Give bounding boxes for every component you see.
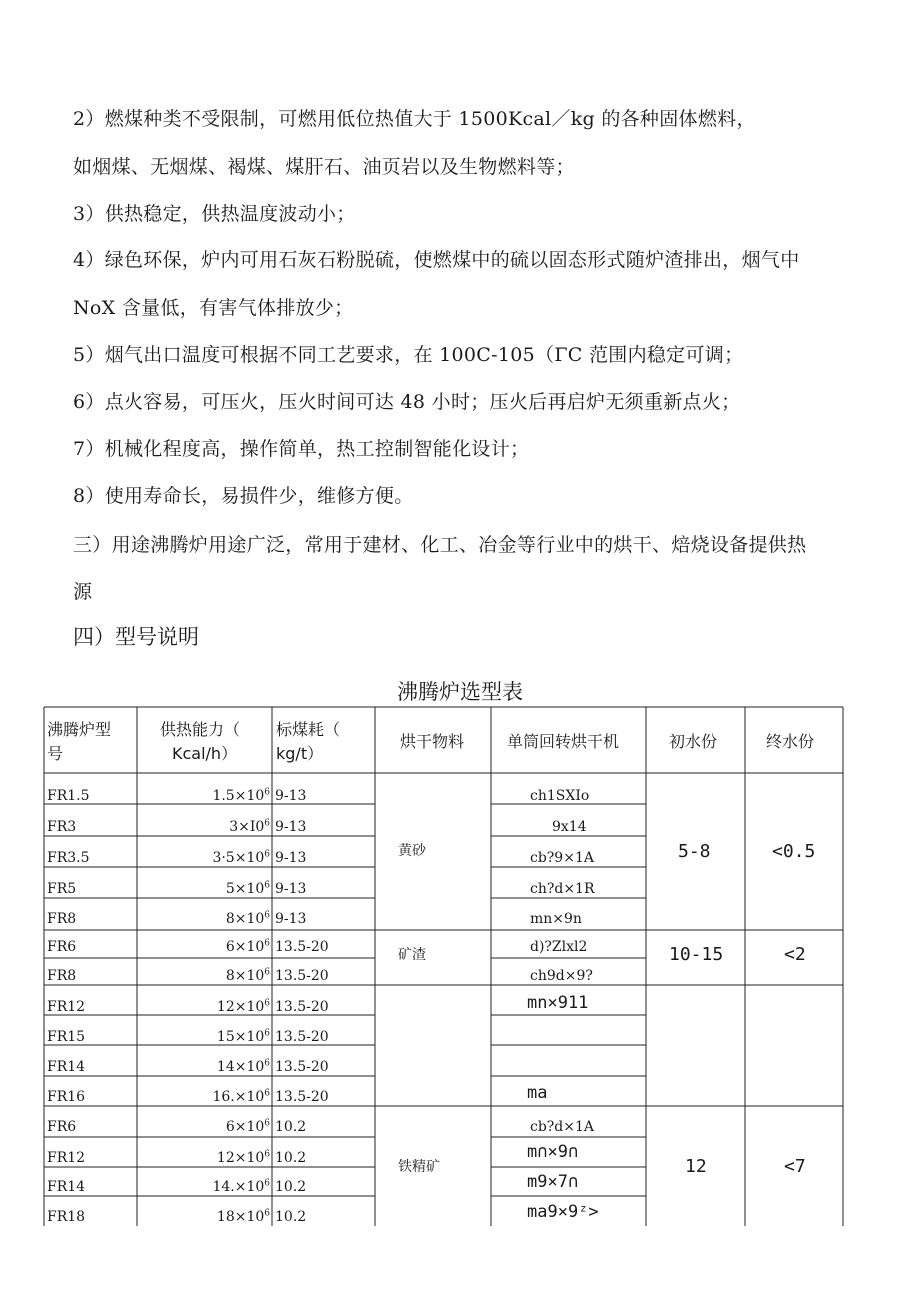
- row-4-dryer: ch?d×1R: [530, 881, 595, 897]
- paragraph-2: 如烟煤、无烟煤、褐煤、煤肝石、油页岩以及生物燃料等；: [73, 156, 575, 178]
- group-3-final: <7: [784, 1156, 806, 1177]
- row-15-coal: 10.2: [275, 1209, 307, 1225]
- row-6-capacity: $6\times 10^6$: [225, 938, 270, 955]
- paragraph-7: 6）点火容易，可压火，压火时间可达 48 小时；压火后再启炉无须重新点火；: [73, 391, 741, 413]
- row-11-dryer: ma: [527, 1083, 548, 1103]
- row-3-capacity: $3\cdot 5\times 10^6$: [212, 849, 270, 866]
- row-14-dryer: m9×7∩: [527, 1172, 579, 1192]
- header-dryer: 单筒回转烘干机: [507, 732, 620, 751]
- section-heading: 四）型号说明: [73, 625, 199, 649]
- group-1-initial: 5-8: [678, 841, 711, 862]
- row-7-capacity: $8\times 10^6$: [225, 967, 270, 984]
- row-1-capacity: $1.5\times 10^6$: [212, 787, 270, 804]
- paragraph-10: 三）用途沸腾炉用途广泛，常用于建材、化工、冶金等行业中的烘干、焙烧设备提供热: [73, 534, 807, 556]
- row-9-model: FR15: [47, 1029, 86, 1045]
- header-initial-moisture: 初水份: [669, 732, 718, 751]
- row-9-capacity: $15\times 10^6$: [216, 1028, 270, 1045]
- row-15-dryer: ma9×9ᶻ>: [527, 1202, 599, 1222]
- row-1-dryer: ch1SXIo: [530, 788, 590, 804]
- row-2-capacity: $3\times I0^6$: [229, 818, 270, 835]
- row-5-dryer: mn×9n: [530, 911, 582, 927]
- row-2-model: FR3: [47, 819, 77, 835]
- row-14-capacity: $14.\times 10^6$: [212, 1178, 270, 1195]
- row-8-coal: 13.5-20: [275, 999, 329, 1015]
- row-10-coal: 13.5-20: [275, 1059, 329, 1075]
- row-3-model: FR3.5: [47, 850, 90, 866]
- group-3-material: 铁精矿: [398, 1159, 440, 1175]
- header-final-moisture: 终水份: [766, 732, 815, 751]
- group-1-material: 黄砂: [398, 843, 426, 859]
- row-1-model: FR1.5: [47, 788, 90, 804]
- row-8-model: FR12: [47, 999, 86, 1015]
- row-7-dryer: ch9d×9?: [530, 968, 593, 984]
- header-model-line2: 号: [47, 744, 64, 763]
- row-15-capacity: $18\times 10^6$: [216, 1208, 270, 1225]
- row-13-model: FR12: [47, 1150, 86, 1166]
- row-11-capacity: $16.\times 10^6$: [212, 1088, 270, 1105]
- row-13-coal: 10.2: [275, 1150, 307, 1166]
- row-7-coal: 13.5-20: [275, 968, 329, 984]
- paragraph-4: 4）绿色环保，炉内可用石灰石粉脱硫，使燃煤中的硫以固态形式随炉渣排出，烟气中: [73, 249, 800, 271]
- paragraph-11: 源: [73, 581, 93, 603]
- paragraph-5: NoX 含量低，有害气体排放少；: [73, 297, 354, 319]
- row-12-dryer: cb?d×1A: [530, 1119, 595, 1135]
- row-11-coal: 13.5-20: [275, 1089, 329, 1105]
- row-12-coal: 10.2: [275, 1119, 307, 1135]
- row-7-model: FR8: [47, 968, 77, 984]
- row-13-dryer: m∩×9∩: [527, 1142, 579, 1162]
- group-2-initial: 10-15: [669, 944, 724, 965]
- header-capacity-line2: Kcal/h）: [172, 744, 238, 763]
- group-2-material: 矿渣: [398, 947, 426, 963]
- header-model-line1: 沸腾炉型: [47, 720, 112, 739]
- row-3-dryer: cb?9×1A: [530, 850, 594, 866]
- row-4-capacity: $5\times 10^6$: [225, 880, 270, 897]
- row-5-coal: 9-13: [275, 911, 307, 927]
- paragraph-8: 7）机械化程度高，操作简单，热工控制智能化设计；: [73, 438, 530, 460]
- row-11-model: FR16: [47, 1089, 86, 1105]
- paragraph-3: 3）供热稳定，供热温度波动小；: [73, 203, 356, 225]
- row-9-coal: 13.5-20: [275, 1029, 329, 1045]
- row-8-dryer: mn×911: [527, 993, 589, 1013]
- row-2-dryer: 9x14: [552, 819, 587, 835]
- paragraph-6: 5）烟气出口温度可根据不同工艺要求，在 100C-105（ΓC 范围内稳定可调；: [73, 344, 744, 366]
- row-6-coal: 13.5-20: [275, 939, 329, 955]
- row-6-dryer: d)?Zlxl2: [530, 939, 588, 955]
- row-6-model: FR6: [47, 939, 77, 955]
- paragraph-9: 8）使用寿命长，易损件少，维修方便。: [73, 485, 414, 507]
- group-2-final: <2: [784, 944, 806, 965]
- header-coal-line1: 标煤耗（: [276, 720, 341, 739]
- row-5-model: FR8: [47, 911, 77, 927]
- row-12-model: FR6: [47, 1119, 77, 1135]
- row-14-coal: 10.2: [275, 1179, 307, 1195]
- header-coal-line2: kg/t）: [276, 744, 324, 763]
- paragraph-1: 2）燃煤种类不受限制，可燃用低位热值大于 1500Kcal／kg 的各种固体燃料，: [73, 108, 756, 130]
- row-3-coal: 9-13: [275, 850, 307, 866]
- header-capacity-line1: 供热能力（: [160, 720, 241, 739]
- row-10-model: FR14: [47, 1059, 86, 1075]
- row-4-coal: 9-13: [275, 881, 307, 897]
- row-15-model: FR18: [47, 1209, 86, 1225]
- row-10-capacity: $14\times 10^6$: [216, 1058, 270, 1075]
- row-14-model: FR14: [47, 1179, 86, 1195]
- table-title: 沸腾炉选型表: [397, 680, 523, 704]
- row-8-capacity: $12\times 10^6$: [216, 998, 270, 1015]
- header-material: 烘干物料: [400, 732, 465, 751]
- group-3-initial: 12: [685, 1156, 707, 1177]
- group-1-final: <0.5: [772, 841, 816, 862]
- row-12-capacity: $6\times 10^6$: [225, 1118, 270, 1135]
- row-5-capacity: $8\times 10^6$: [225, 910, 270, 927]
- row-13-capacity: $12\times 10^6$: [216, 1149, 270, 1166]
- row-4-model: FR5: [47, 881, 77, 897]
- row-2-coal: 9-13: [275, 819, 307, 835]
- row-1-coal: 9-13: [275, 788, 307, 804]
